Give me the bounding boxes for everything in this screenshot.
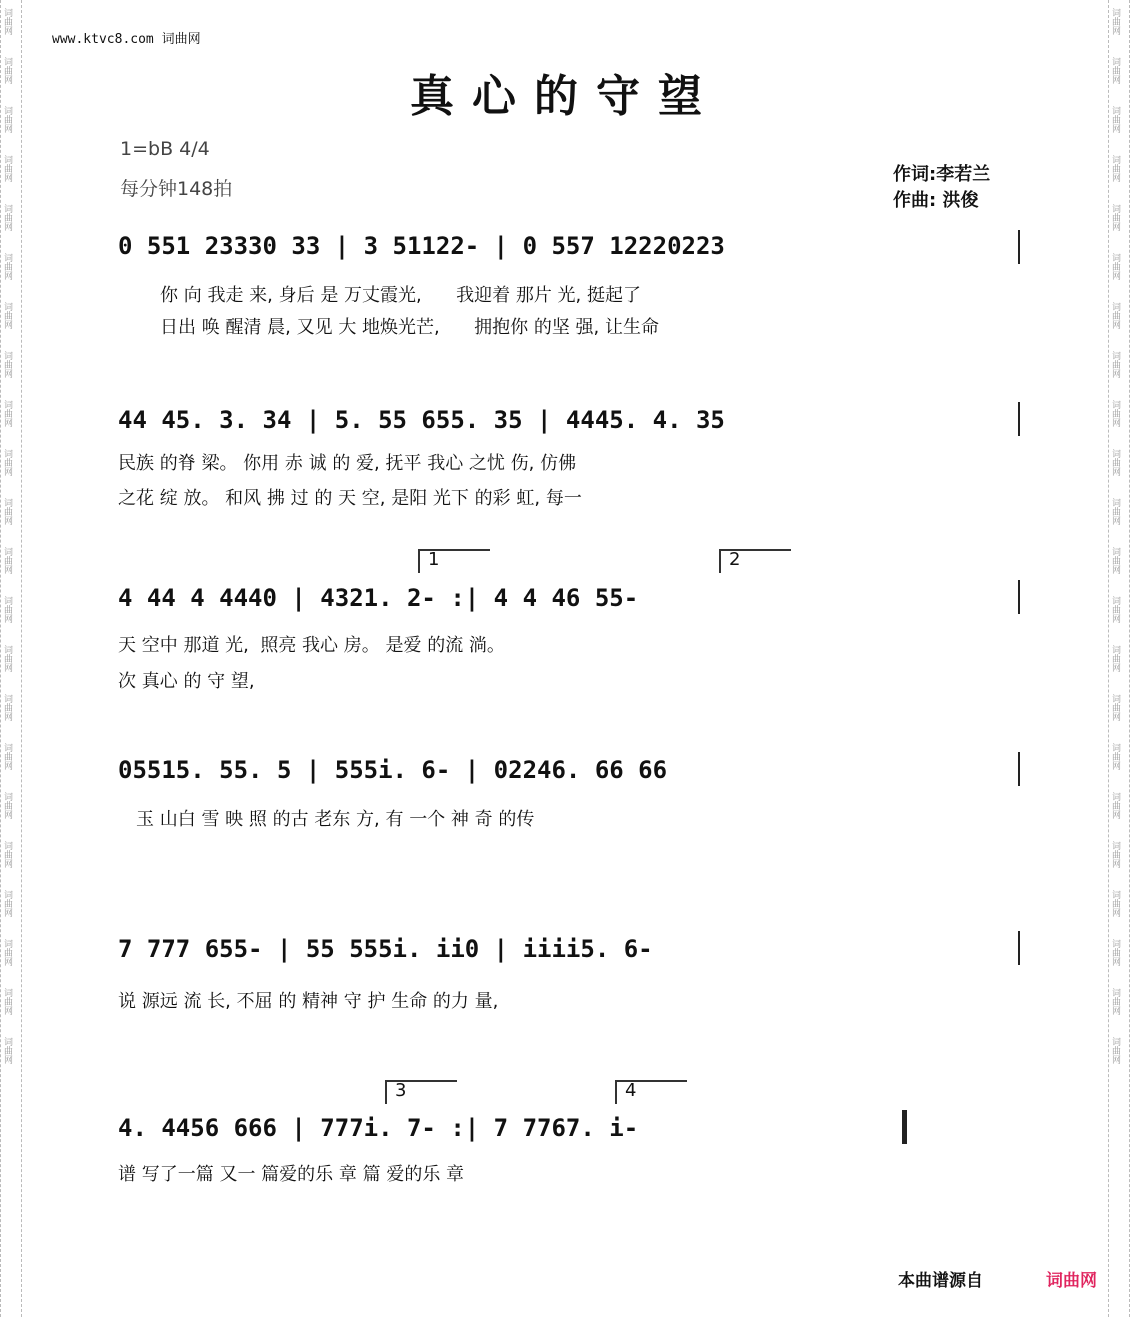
- left-watermark-strip: [0, 0, 22, 1317]
- notation-row-3: 4 44 4 4440 | 4321. 2- :| 4 4 46 55-: [118, 584, 639, 612]
- side-watermark-label: 词曲网: [1110, 302, 1120, 329]
- barline: [1018, 931, 1020, 965]
- side-watermark-label: 词曲网: [1110, 400, 1120, 427]
- notation-row-1: 0 551 23330 33 | 3 51122- | 0 557 12220223: [118, 232, 725, 260]
- side-watermark-label: 词曲网: [2, 155, 12, 182]
- side-watermark-label: 词曲网: [1110, 155, 1120, 182]
- lyrics-row-5: 说 源远 流 长, 不屈 的 精神 守 护 生命 的力 量,: [118, 991, 499, 1012]
- volta-number: 4: [625, 1080, 637, 1101]
- side-watermark-label: 词曲网: [1110, 939, 1120, 966]
- barline: [1018, 230, 1020, 264]
- side-watermark-label: 词曲网: [2, 841, 12, 868]
- side-watermark-label: 词曲网: [1110, 596, 1120, 623]
- side-watermark-label: 词曲网: [2, 302, 12, 329]
- volta-ending-3: [385, 1080, 457, 1104]
- side-watermark-label: 词曲网: [2, 106, 12, 133]
- composer-credit: 作曲: 洪俊: [893, 190, 979, 211]
- side-watermark-label: 词曲网: [1110, 106, 1120, 133]
- side-watermark-label: 词曲网: [1110, 449, 1120, 476]
- side-watermark-label: 词曲网: [2, 988, 12, 1015]
- side-watermark-label: 词曲网: [2, 449, 12, 476]
- side-watermark-label: 词曲网: [1110, 988, 1120, 1015]
- volta-ending-1: [418, 549, 490, 573]
- side-watermark-label: 词曲网: [2, 694, 12, 721]
- footer-source-text: 本曲谱源自: [898, 1271, 983, 1291]
- side-watermark-label: 词曲网: [2, 890, 12, 917]
- notation-row-2: 44 45. 3. 34 | 5. 55 655. 35 | 4445. 4. 35: [118, 406, 725, 434]
- side-watermark-label: 词曲网: [2, 939, 12, 966]
- lyrics-row-2-verse-1: 民族 的脊 梁。 你用 赤 诚 的 爱, 抚平 我心 之忧 伤, 仿佛: [118, 453, 577, 474]
- lyricist-credit: 作词:李若兰: [893, 164, 991, 185]
- tempo-marking: 每分钟148拍: [120, 178, 233, 200]
- side-watermark-label: 词曲网: [1110, 547, 1120, 574]
- side-watermark-label: 词曲网: [2, 204, 12, 231]
- volta-number: 2: [729, 549, 741, 570]
- volta-number: 1: [428, 549, 440, 570]
- notation-row-5: 7 777 655- | 55 555i. ii0 | iiii5. 6-: [118, 935, 653, 963]
- barline: [1018, 580, 1020, 614]
- notation-row-4: 05515. 55. 5 | 555i. 6- | 02246. 66 66: [118, 756, 668, 784]
- side-watermark-label: 词曲网: [1110, 8, 1120, 35]
- lyrics-row-2-verse-2: 之花 绽 放。 和风 拂 过 的 天 空, 是阳 光下 的彩 虹, 每一: [118, 488, 582, 509]
- left-watermark-stack: [1, 0, 21, 1064]
- volta-number: 3: [395, 1080, 407, 1101]
- side-watermark-label: 词曲网: [1110, 743, 1120, 770]
- lyrics-row-3-verse-1: 天 空中 那道 光, 照亮 我心 房。 是爱 的流 淌。: [118, 635, 505, 656]
- side-watermark-label: 词曲网: [1110, 1037, 1120, 1064]
- side-watermark-label: 词曲网: [2, 498, 12, 525]
- side-watermark-label: 词曲网: [2, 8, 12, 35]
- barline: [1018, 752, 1020, 786]
- side-watermark-label: 词曲网: [1110, 792, 1120, 819]
- side-watermark-label: 词曲网: [1110, 57, 1120, 84]
- notation-row-6: 4. 4456 666 | 777i. 7- :| 7 7767. i-: [118, 1114, 639, 1142]
- lyrics-row-3-verse-2: 次 真心 的 守 望,: [118, 671, 255, 692]
- final-barline: [902, 1110, 907, 1144]
- site-url[interactable]: www.ktvc8.com 词曲网: [52, 32, 201, 47]
- side-watermark-label: 词曲网: [2, 400, 12, 427]
- key-time-signature: 1=bB 4/4: [120, 138, 210, 160]
- lyrics-row-4: 玉 山白 雪 映 照 的古 老东 方, 有 一个 神 奇 的传: [136, 809, 535, 830]
- side-watermark-label: 词曲网: [1110, 841, 1120, 868]
- lyrics-row-6: 谱 写了一篇 又一 篇爱的乐 章 篇 爱的乐 章: [118, 1164, 465, 1185]
- right-watermark-stack: [1109, 0, 1129, 1064]
- lyrics-row-1-verse-1: 你 向 我走 来, 身后 是 万丈霞光, 我迎着 那片 光, 挺起了: [160, 285, 641, 306]
- volta-ending-2: [719, 549, 791, 573]
- side-watermark-label: 词曲网: [2, 596, 12, 623]
- side-watermark-label: 词曲网: [2, 57, 12, 84]
- side-watermark-label: 词曲网: [2, 547, 12, 574]
- lyrics-row-1-verse-2: 日出 唤 醒清 晨, 又见 大 地焕光芒, 拥抱你 的坚 强, 让生命: [160, 317, 659, 338]
- side-watermark-label: 词曲网: [1110, 204, 1120, 231]
- footer-site-link[interactable]: 词曲网: [1046, 1271, 1097, 1291]
- side-watermark-label: 词曲网: [2, 792, 12, 819]
- side-watermark-label: 词曲网: [1110, 498, 1120, 525]
- side-watermark-label: 词曲网: [1110, 351, 1120, 378]
- volta-ending-4: [615, 1080, 687, 1104]
- side-watermark-label: 词曲网: [1110, 645, 1120, 672]
- barline: [1018, 402, 1020, 436]
- side-watermark-label: 词曲网: [2, 743, 12, 770]
- side-watermark-label: 词曲网: [1110, 694, 1120, 721]
- side-watermark-label: 词曲网: [2, 351, 12, 378]
- side-watermark-label: 词曲网: [2, 645, 12, 672]
- song-title: 真心的守望: [410, 71, 720, 122]
- side-watermark-label: 词曲网: [2, 1037, 12, 1064]
- right-watermark-strip: [1108, 0, 1130, 1317]
- side-watermark-label: 词曲网: [1110, 253, 1120, 280]
- side-watermark-label: 词曲网: [1110, 890, 1120, 917]
- side-watermark-label: 词曲网: [2, 253, 12, 280]
